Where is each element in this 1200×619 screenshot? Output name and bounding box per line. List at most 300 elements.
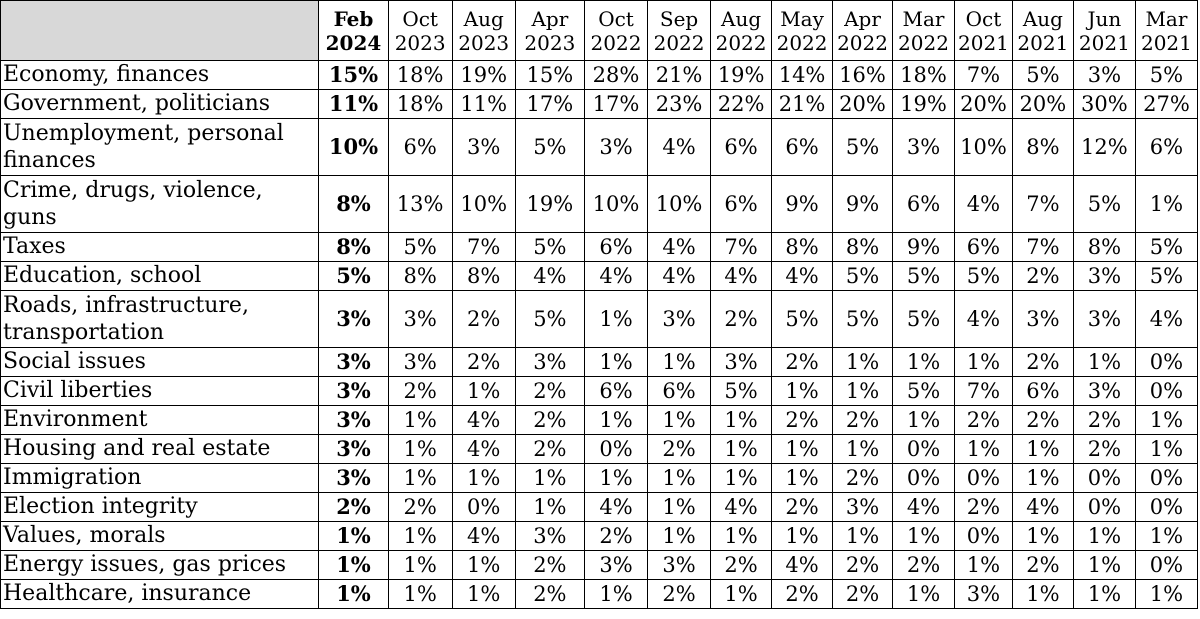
table-cell: 1% (388, 464, 452, 493)
table-cell: 4% (711, 493, 772, 522)
table-row (1, 522, 1198, 551)
table-cell: 1% (772, 522, 833, 551)
column-year: 2022 (837, 30, 888, 55)
table-cell: 1% (388, 551, 452, 580)
table-cell: 1% (711, 406, 772, 435)
row-label: Unemployment, personal finances (1, 119, 319, 176)
column-month: Aug (721, 6, 762, 31)
table-cell: 3% (319, 435, 388, 464)
table-cell: 19% (515, 176, 584, 233)
table-cell: 4% (711, 262, 772, 291)
table-cell: 4% (893, 493, 955, 522)
table-cell: 15% (515, 61, 584, 90)
table-cell: 5% (833, 119, 893, 176)
row-label: Roads, infrastructure, transportation (1, 291, 319, 348)
table-cell: 5% (711, 377, 772, 406)
table-cell: 3% (1073, 377, 1135, 406)
table-cell: 17% (515, 90, 584, 119)
table-cell: 4% (1012, 493, 1073, 522)
column-month: Oct (598, 6, 634, 31)
table-row (1, 61, 1198, 90)
table-cell: 3% (1073, 291, 1135, 348)
table-cell: 16% (833, 61, 893, 90)
table-cell: 3% (515, 348, 584, 377)
table-cell: 1% (388, 522, 452, 551)
column-year: 2021 (1078, 30, 1130, 55)
table-cell: 5% (955, 262, 1013, 291)
table-cell: 6% (955, 233, 1013, 262)
table-cell: 7% (955, 61, 1013, 90)
table-cell: 18% (388, 90, 452, 119)
table-cell: 2% (772, 493, 833, 522)
table-cell: 3% (319, 406, 388, 435)
table-cell: 5% (833, 291, 893, 348)
table-cell: 28% (584, 61, 647, 90)
table-cell: 6% (584, 377, 647, 406)
table-cell: 5% (1135, 233, 1197, 262)
column-header (772, 1, 833, 61)
table-cell: 4% (648, 233, 711, 262)
label-column-header (1, 1, 319, 61)
table-cell: 10% (955, 119, 1013, 176)
table-cell: 0% (1073, 493, 1135, 522)
table-cell: 4% (772, 262, 833, 291)
row-label: Healthcare, insurance (1, 580, 319, 609)
table-cell: 1% (772, 435, 833, 464)
table-cell: 1% (1135, 176, 1197, 233)
table-cell: 6% (1135, 119, 1197, 176)
table-cell: 1% (955, 348, 1013, 377)
table-cell: 4% (584, 262, 647, 291)
table-cell: 1% (584, 580, 647, 609)
table-cell: 1% (319, 522, 388, 551)
table-row (1, 119, 1198, 176)
table-cell: 5% (388, 233, 452, 262)
table-cell: 5% (893, 262, 955, 291)
table-row (1, 262, 1198, 291)
row-label: Civil liberties (1, 377, 319, 406)
table-cell: 1% (319, 580, 388, 609)
table-cell: 15% (319, 61, 388, 90)
table-cell: 13% (388, 176, 452, 233)
column-month: Aug (463, 6, 504, 31)
column-header (319, 1, 388, 61)
row-label: Housing and real estate (1, 435, 319, 464)
table-cell: 0% (955, 464, 1013, 493)
table-row (1, 580, 1198, 609)
table-cell: 7% (1012, 233, 1073, 262)
column-month: Mar (902, 6, 945, 31)
table-cell: 0% (893, 464, 955, 493)
table-cell: 5% (833, 262, 893, 291)
column-month: Apr (844, 6, 881, 31)
row-label: Education, school (1, 262, 319, 291)
row-label: Energy issues, gas prices (1, 551, 319, 580)
table-cell: 22% (711, 90, 772, 119)
table-row (1, 377, 1198, 406)
table-cell: 6% (584, 233, 647, 262)
table-cell: 9% (833, 176, 893, 233)
column-month: Oct (965, 6, 1002, 31)
table-cell: 19% (893, 90, 955, 119)
table-row (1, 233, 1198, 262)
table-cell: 6% (711, 119, 772, 176)
table-cell: 11% (319, 90, 388, 119)
table-cell: 1% (515, 493, 584, 522)
table-cell: 19% (452, 61, 515, 90)
table-cell: 2% (648, 435, 711, 464)
row-label: Values, morals (1, 522, 319, 551)
table-cell: 3% (319, 464, 388, 493)
table-cell: 2% (584, 522, 647, 551)
table-cell: 2% (955, 406, 1013, 435)
table-cell: 6% (648, 377, 711, 406)
table-cell: 1% (1073, 580, 1135, 609)
column-month: Jun (1087, 6, 1122, 31)
column-year: 2024 (325, 30, 382, 55)
table-cell: 4% (452, 406, 515, 435)
table-cell: 5% (893, 377, 955, 406)
column-year: 2022 (898, 30, 949, 55)
table-cell: 6% (772, 119, 833, 176)
table-cell: 27% (1135, 90, 1197, 119)
column-header (452, 1, 515, 61)
table-cell: 18% (388, 61, 452, 90)
column-month: Apr (531, 6, 569, 31)
table-cell: 5% (319, 262, 388, 291)
table-cell: 2% (515, 377, 584, 406)
table-cell: 1% (1073, 522, 1135, 551)
table-cell: 1% (452, 464, 515, 493)
column-header (515, 1, 584, 61)
table-cell: 10% (584, 176, 647, 233)
table-cell: 21% (648, 61, 711, 90)
table-cell: 2% (388, 493, 452, 522)
table-cell: 2% (772, 406, 833, 435)
table-row (1, 291, 1198, 348)
row-label: Election integrity (1, 493, 319, 522)
table-cell: 1% (388, 406, 452, 435)
column-header (1012, 1, 1073, 61)
table-cell: 5% (515, 291, 584, 348)
table-cell: 2% (772, 348, 833, 377)
table-cell: 3% (648, 551, 711, 580)
row-label: Social issues (1, 348, 319, 377)
column-header (584, 1, 647, 61)
table-cell: 1% (452, 580, 515, 609)
table-cell: 5% (1073, 176, 1135, 233)
table-cell: 2% (515, 435, 584, 464)
table-cell: 1% (772, 464, 833, 493)
table-row (1, 176, 1198, 233)
table-cell: 5% (893, 291, 955, 348)
table-cell: 1% (893, 348, 955, 377)
table-cell: 7% (711, 233, 772, 262)
column-month: Mar (1145, 6, 1188, 31)
table-cell: 3% (584, 551, 647, 580)
table-cell: 2% (452, 291, 515, 348)
table-cell: 1% (388, 580, 452, 609)
table-cell: 1% (711, 435, 772, 464)
table-cell: 4% (772, 551, 833, 580)
table-row (1, 464, 1198, 493)
table-cell: 7% (1012, 176, 1073, 233)
table-cell: 8% (833, 233, 893, 262)
column-header (833, 1, 893, 61)
table-cell: 2% (833, 464, 893, 493)
table-cell: 8% (319, 176, 388, 233)
table-cell: 1% (1135, 406, 1197, 435)
row-label: Government, politicians (1, 90, 319, 119)
table-row (1, 435, 1198, 464)
table-cell: 7% (955, 377, 1013, 406)
table-cell: 4% (515, 262, 584, 291)
table-header (1, 1, 1198, 61)
table-cell: 1% (1135, 435, 1197, 464)
table-cell: 3% (319, 291, 388, 348)
column-month: Sep (659, 6, 699, 31)
header-row (1, 1, 1198, 61)
table-cell: 3% (711, 348, 772, 377)
table-cell: 1% (772, 377, 833, 406)
table-cell: 1% (319, 551, 388, 580)
table-cell: 2% (1073, 406, 1135, 435)
table-cell: 2% (1012, 406, 1073, 435)
table-cell: 2% (515, 580, 584, 609)
column-year: 2022 (776, 30, 828, 55)
table-cell: 4% (648, 119, 711, 176)
table-cell: 0% (1135, 464, 1197, 493)
table-cell: 1% (584, 464, 647, 493)
table-cell: 10% (452, 176, 515, 233)
table-cell: 1% (584, 406, 647, 435)
table-cell: 1% (833, 522, 893, 551)
table-cell: 3% (452, 119, 515, 176)
column-year: 2021 (958, 30, 1009, 55)
table-cell: 2% (711, 291, 772, 348)
table-cell: 1% (648, 522, 711, 551)
table-cell: 8% (319, 233, 388, 262)
table-cell: 8% (1012, 119, 1073, 176)
table-cell: 1% (515, 464, 584, 493)
table-cell: 19% (711, 61, 772, 90)
table-cell: 0% (452, 493, 515, 522)
table-cell: 0% (893, 435, 955, 464)
table-cell: 30% (1073, 90, 1135, 119)
table-cell: 4% (1135, 291, 1197, 348)
table-cell: 3% (1073, 262, 1135, 291)
table-cell: 10% (648, 176, 711, 233)
table-cell: 18% (893, 61, 955, 90)
table-cell: 6% (711, 176, 772, 233)
table-row (1, 406, 1198, 435)
table-cell: 2% (1012, 262, 1073, 291)
table-cell: 5% (1135, 61, 1197, 90)
table-cell: 3% (515, 522, 584, 551)
column-month: Feb (333, 6, 374, 31)
table-cell: 3% (319, 348, 388, 377)
table-cell: 2% (1073, 435, 1135, 464)
table-cell: 2% (833, 580, 893, 609)
column-month: Aug (1022, 6, 1063, 31)
table-cell: 1% (833, 348, 893, 377)
table-cell: 0% (1135, 493, 1197, 522)
table-cell: 20% (1012, 90, 1073, 119)
table-cell: 2% (1012, 551, 1073, 580)
table-cell: 4% (584, 493, 647, 522)
table-cell: 3% (1012, 291, 1073, 348)
table-cell: 1% (893, 406, 955, 435)
table-cell: 8% (772, 233, 833, 262)
table-cell: 3% (388, 291, 452, 348)
table-cell: 1% (711, 464, 772, 493)
table-cell: 21% (772, 90, 833, 119)
table-cell: 1% (833, 435, 893, 464)
table-cell: 1% (1012, 435, 1073, 464)
table-cell: 2% (955, 493, 1013, 522)
table-cell: 4% (452, 522, 515, 551)
table-cell: 1% (833, 377, 893, 406)
column-header (711, 1, 772, 61)
table-cell: 0% (584, 435, 647, 464)
column-year: 2023 (458, 30, 510, 55)
table-cell: 1% (648, 406, 711, 435)
column-year: 2022 (653, 30, 705, 55)
table-cell: 2% (319, 493, 388, 522)
table-cell: 4% (955, 176, 1013, 233)
table-cell: 2% (833, 551, 893, 580)
table-cell: 1% (1135, 522, 1197, 551)
table-cell: 12% (1073, 119, 1135, 176)
table-cell: 1% (1012, 464, 1073, 493)
table-body (1, 61, 1198, 609)
table-cell: 1% (1135, 580, 1197, 609)
table-cell: 0% (1135, 551, 1197, 580)
column-year: 2022 (715, 30, 767, 55)
table-cell: 2% (772, 580, 833, 609)
table-cell: 20% (833, 90, 893, 119)
column-month: May (780, 6, 824, 31)
table-cell: 0% (1135, 348, 1197, 377)
table-row (1, 348, 1198, 377)
table-cell: 14% (772, 61, 833, 90)
table-cell: 1% (584, 348, 647, 377)
table-cell: 1% (648, 464, 711, 493)
table-row (1, 90, 1198, 119)
column-year: 2021 (1017, 30, 1069, 55)
table-cell: 3% (648, 291, 711, 348)
table-cell: 8% (452, 262, 515, 291)
table-cell: 8% (1073, 233, 1135, 262)
column-header (1073, 1, 1135, 61)
table-cell: 1% (452, 551, 515, 580)
table-cell: 5% (1012, 61, 1073, 90)
table-cell: 3% (584, 119, 647, 176)
table-cell: 9% (893, 233, 955, 262)
table-cell: 1% (711, 522, 772, 551)
table-cell: 6% (388, 119, 452, 176)
row-label: Immigration (1, 464, 319, 493)
table-cell: 1% (893, 522, 955, 551)
table-cell: 0% (1073, 464, 1135, 493)
column-header (388, 1, 452, 61)
table-cell: 8% (388, 262, 452, 291)
table-cell: 2% (833, 406, 893, 435)
table-cell: 0% (1135, 377, 1197, 406)
table-cell: 10% (319, 119, 388, 176)
table-cell: 4% (452, 435, 515, 464)
table-cell: 1% (1073, 348, 1135, 377)
column-header (648, 1, 711, 61)
table-cell: 1% (893, 580, 955, 609)
table-cell: 6% (1012, 377, 1073, 406)
column-header (893, 1, 955, 61)
table-cell: 1% (648, 348, 711, 377)
table-cell: 20% (955, 90, 1013, 119)
table-cell: 0% (955, 522, 1013, 551)
table-cell: 3% (319, 377, 388, 406)
table-cell: 4% (955, 291, 1013, 348)
table-cell: 1% (452, 377, 515, 406)
table-cell: 2% (893, 551, 955, 580)
table-cell: 11% (452, 90, 515, 119)
table-cell: 3% (388, 348, 452, 377)
table-cell: 1% (1012, 580, 1073, 609)
table-cell: 1% (1012, 522, 1073, 551)
table-cell: 17% (584, 90, 647, 119)
table-cell: 2% (452, 348, 515, 377)
table-cell: 1% (584, 291, 647, 348)
table-cell: 7% (452, 233, 515, 262)
table-cell: 3% (955, 580, 1013, 609)
table-cell: 5% (515, 119, 584, 176)
table-cell: 1% (711, 580, 772, 609)
table-cell: 2% (711, 551, 772, 580)
row-label: Economy, finances (1, 61, 319, 90)
table-cell: 3% (893, 119, 955, 176)
table-cell: 5% (772, 291, 833, 348)
table-cell: 2% (515, 551, 584, 580)
table-cell: 1% (648, 493, 711, 522)
column-year: 2023 (394, 30, 446, 55)
table-row (1, 493, 1198, 522)
table-cell: 1% (1073, 551, 1135, 580)
row-label: Crime, drugs, violence, guns (1, 176, 319, 233)
column-header (1135, 1, 1197, 61)
table-cell: 1% (388, 435, 452, 464)
table-cell: 3% (833, 493, 893, 522)
column-year: 2021 (1140, 30, 1192, 55)
row-label: Environment (1, 406, 319, 435)
table-cell: 23% (648, 90, 711, 119)
table-row (1, 551, 1198, 580)
column-header (955, 1, 1013, 61)
table-cell: 2% (388, 377, 452, 406)
row-label: Taxes (1, 233, 319, 262)
table-cell: 5% (1135, 262, 1197, 291)
table-cell: 2% (515, 406, 584, 435)
table-cell: 2% (648, 580, 711, 609)
table-cell: 1% (955, 435, 1013, 464)
table-cell: 5% (515, 233, 584, 262)
table-cell: 6% (893, 176, 955, 233)
table-cell: 9% (772, 176, 833, 233)
column-month: Oct (402, 6, 438, 31)
table-cell: 2% (1012, 348, 1073, 377)
table-cell: 3% (1073, 61, 1135, 90)
table-cell: 1% (955, 551, 1013, 580)
column-year: 2023 (524, 30, 576, 55)
